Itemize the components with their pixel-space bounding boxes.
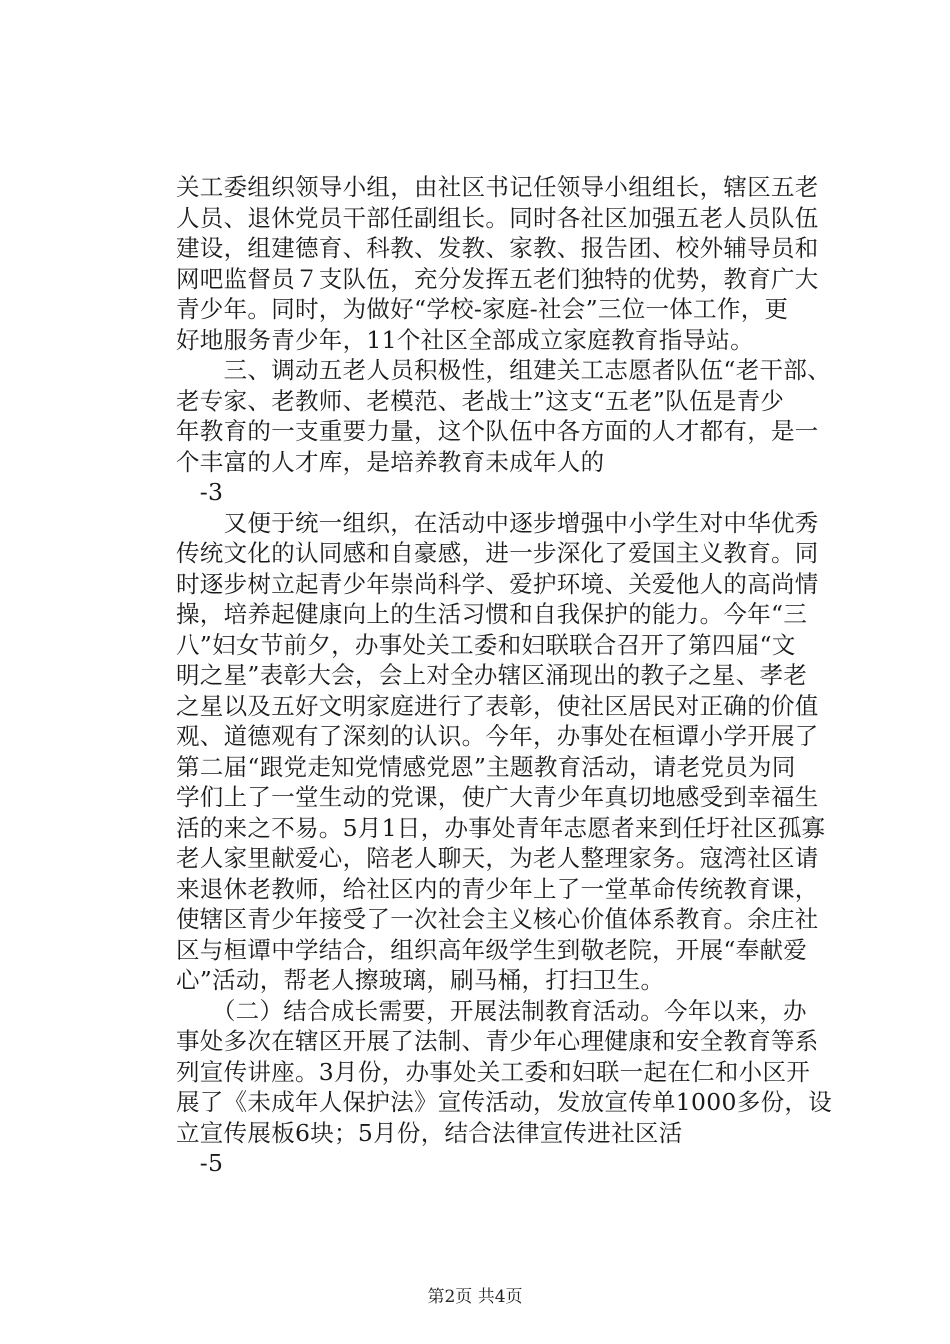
text-line: 三、调动五老人员积极性，组建关工志愿者队伍“老干部、 (176, 356, 831, 384)
text-line: 展了《未成年人保护法》宣传活动，发放宣传单1000多份，设 (176, 1088, 833, 1116)
text-line: 明之星”表彰大会，会上对全办辖区涌现出的教子之星、孝老 (176, 661, 808, 689)
text-line: 来退休老教师，给社区内的青少年上了一堂革命传统教育课， (176, 874, 819, 903)
page-marker: -3 (176, 478, 224, 506)
text-line: 观、道德观有了深刻的认识。今年，办事处在桓谭小学开展了 (176, 722, 819, 750)
text-line: 网吧监督员７支队伍，充分发挥五老们独特的优势，教育广大 (176, 264, 819, 293)
text-line: 立宣传展板6块；5月份，结合法律宣传进社区活 (176, 1118, 683, 1147)
document-body (176, 172, 836, 1179)
text-line: 时逐步树立起青少年崇尚科学、爱护环境、关爱他人的高尚情 (176, 569, 819, 598)
page-marker: -5 (176, 1149, 224, 1177)
text-line: 传统文化的认同感和自豪感，进一步深化了爱国主义教育。同 (176, 539, 819, 567)
text-line: 列宣传讲座。3月份，办事处关工委和妇联一起在仁和小区开 (176, 1057, 811, 1086)
text-line: 八”妇女节前夕，办事处关工委和妇联联合召开了第四届“文 (176, 630, 796, 659)
text-line: 使辖区青少年接受了一次社会主义核心价值体系教育。余庄社 (176, 905, 819, 933)
text-line: 老人家里献爱心，陪老人聊天，为老人整理家务。寇湾社区请 (176, 844, 819, 872)
text-line: 事处多次在辖区开展了法制、青少年心理健康和安全教育等系 (176, 1027, 819, 1055)
page-footer (0, 1286, 950, 1308)
text-line: 学们上了一堂生动的党课，使广大青少年真切地感受到幸福生 (176, 783, 819, 811)
text-line: 个丰富的人才库，是培养教育未成年人的 (176, 447, 605, 476)
text-line: （二）结合成长需要，开展法制教育活动。今年以来，办 (176, 996, 807, 1025)
text-line: 老专家、老教师、老模范、老战士”这支“五老”队伍是青少 (176, 386, 785, 415)
page-number-label: 第2页 共4页 (427, 1287, 523, 1307)
text-line: 之星以及五好文明家庭进行了表彰，使社区居民对正确的价值 (176, 691, 819, 720)
text-line: 建设，组建德育、科教、发教、家教、报告团、校外辅导员和 (176, 234, 819, 262)
text-line: 好地服务青少年，11个社区全部成立家庭教育指导站。 (176, 325, 754, 354)
text-line: 心”活动，帮老人擦玻璃，刷马桶，打扫卫生。 (176, 966, 665, 994)
text-line: 关工委组织领导小组，由社区书记任领导小组组长，辖区五老 (176, 173, 819, 201)
text-line: 年教育的一支重要力量，这个队伍中各方面的人才都有，是一 (176, 417, 819, 445)
text-line: 青少年。同时，为做好“学校-家庭-社会”三位一体工作，更 (176, 295, 789, 323)
text-line: 又便于统一组织，在活动中逐步增强中小学生对中华优秀 (176, 508, 819, 537)
text-line: 活的来之不易。5月1日，办事处青年志愿者来到任圩社区孤寡 (176, 813, 826, 842)
text-line: 人员、退休党员干部任副组长。同时各社区加强五老人员队伍 (176, 203, 819, 232)
text-line: 操，培养起健康向上的生活习惯和自我保护的能力。今年“三 (176, 600, 808, 628)
text-line: 第二届“跟党走知党情感党恩”主题教育活动，请老党员为同 (176, 752, 796, 781)
text-line: 区与桓谭中学结合，组织高年级学生到敬老院，开展“奉献爱 (176, 935, 808, 964)
